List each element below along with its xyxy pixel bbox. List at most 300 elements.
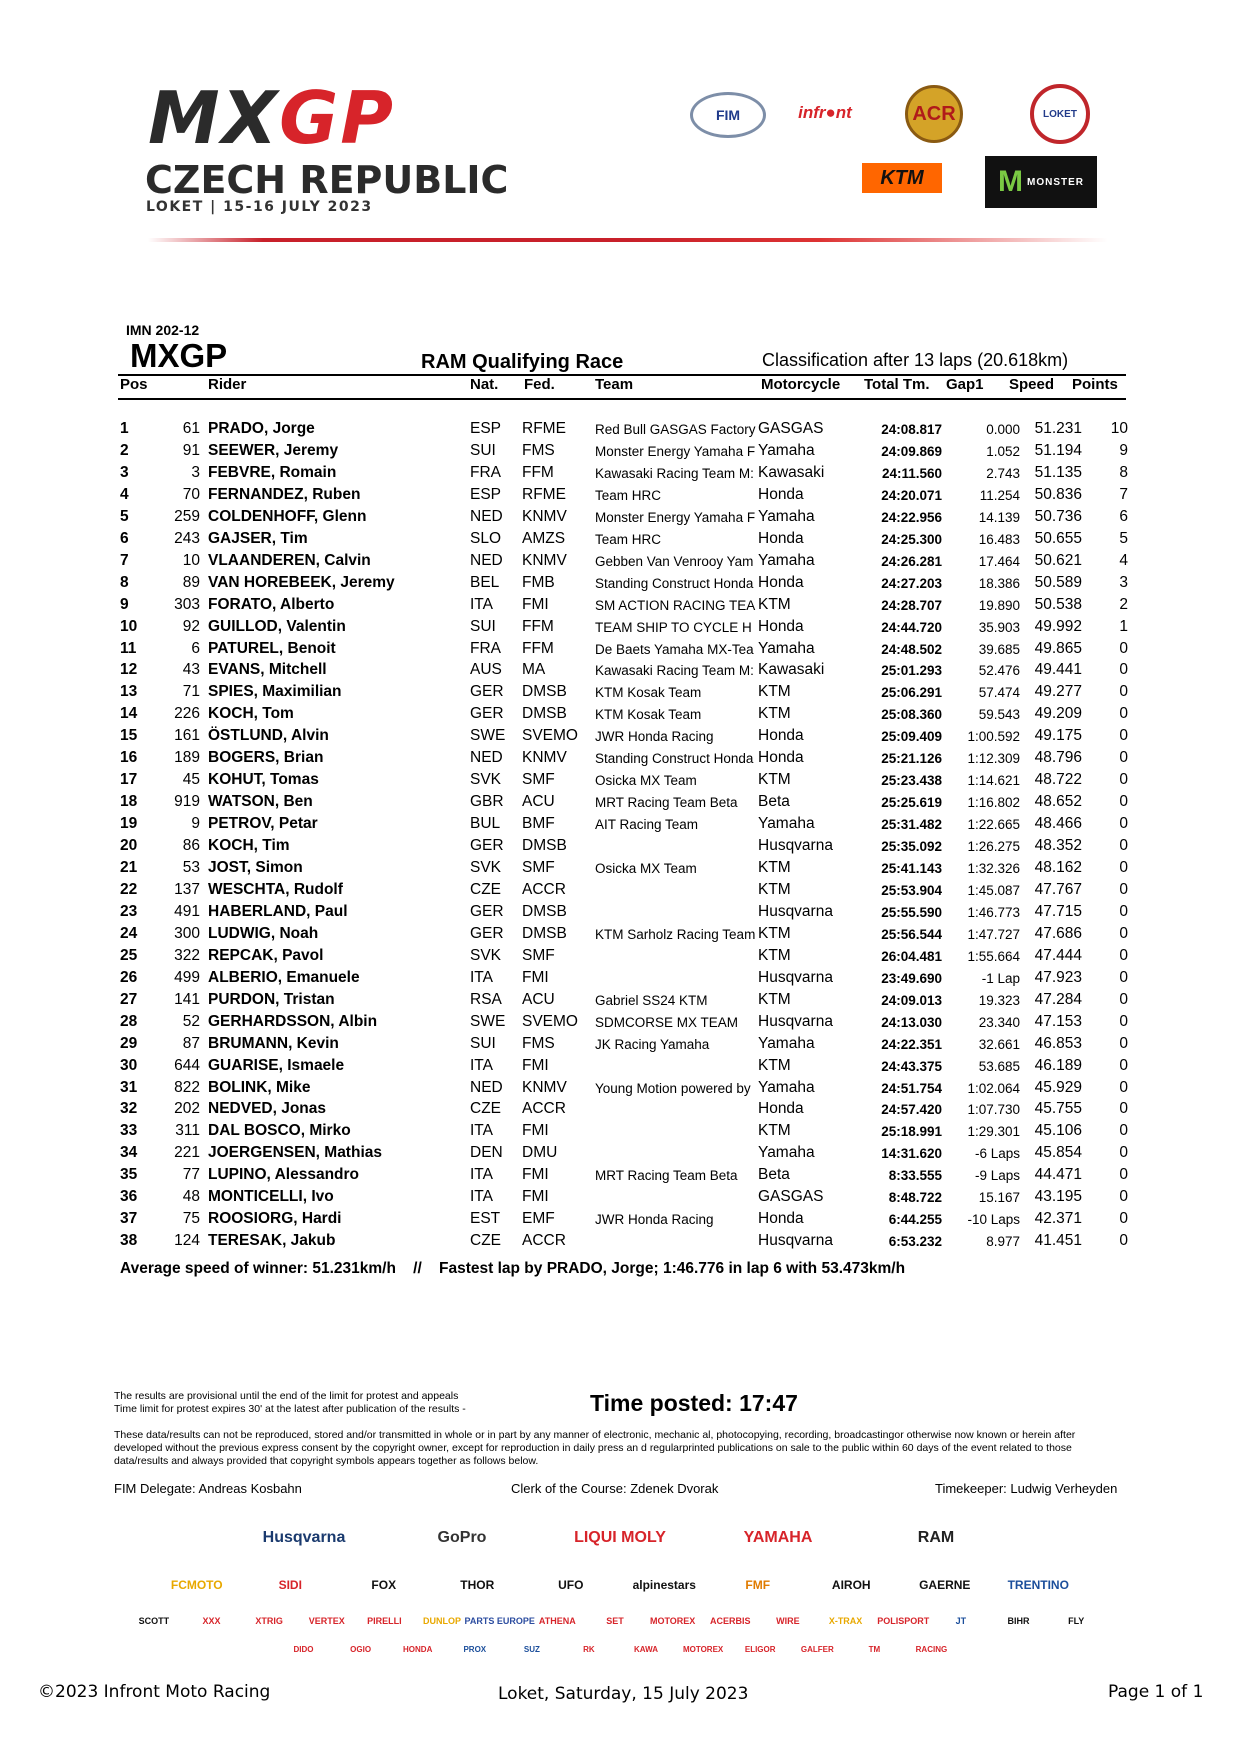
row-motorcycle: GASGAS [758, 1188, 824, 1206]
row-speed: 45.755 [1034, 1100, 1082, 1118]
sponsor-logo-eligor: ELIGOR [744, 1644, 776, 1654]
row-motorcycle: Yamaha [758, 1034, 815, 1052]
row-points: 0 [1119, 683, 1128, 701]
row-motorcycle: Beta [758, 793, 790, 811]
row-total-time: 25:18.991 [881, 1124, 942, 1140]
row-federation: ACCR [522, 1232, 566, 1250]
row-points: 3 [1119, 573, 1128, 591]
row-speed: 41.451 [1034, 1232, 1082, 1250]
row-position: 11 [120, 639, 137, 657]
row-gap: -1 Lap [981, 970, 1020, 986]
row-rider: SEEWER, Jeremy [208, 441, 339, 459]
table-row [118, 859, 1128, 881]
row-nationality: ESP [470, 420, 502, 437]
row-nationality: SVK [470, 946, 502, 964]
sponsor-logo-kawa: KAWA [634, 1644, 659, 1654]
row-federation: KNMV [522, 749, 567, 767]
row-position: 18 [120, 793, 138, 811]
sponsor-logo-athena: ATHENA [538, 1616, 576, 1626]
row-nationality: SUI [470, 617, 496, 635]
provisional-line-2: Time limit for protest expires 30' at the latest after publication of the results - [114, 1403, 466, 1415]
row-federation: MA [522, 661, 546, 679]
row-gap: 1:46.773 [967, 904, 1020, 920]
row-position: 7 [120, 551, 129, 569]
row-points: 0 [1119, 902, 1128, 920]
row-number: 10 [182, 551, 200, 569]
row-gap: 19.890 [978, 597, 1020, 613]
row-rider: EVANS, Mitchell [208, 661, 327, 679]
table-row [118, 1079, 1128, 1101]
row-total-time: 24:51.754 [881, 1080, 942, 1096]
row-speed: 51.231 [1034, 420, 1082, 437]
row-rider: FEBVRE, Romain [208, 463, 337, 481]
row-speed: 47.153 [1034, 1012, 1082, 1030]
row-number: 226 [174, 705, 200, 723]
sponsor-logo-prox: PROX [463, 1644, 487, 1654]
row-speed: 49.277 [1034, 683, 1082, 701]
row-position: 4 [120, 485, 129, 503]
row-total-time: 24:11.560 [881, 465, 942, 481]
row-total-time: 6:53.232 [888, 1234, 942, 1250]
row-number: 92 [182, 617, 200, 635]
row-motorcycle: Yamaha [758, 507, 815, 525]
row-motorcycle: Honda [758, 727, 804, 745]
row-team: Gabriel SS24 KTM [595, 992, 708, 1008]
row-speed: 51.135 [1034, 463, 1082, 481]
row-team: Monster Energy Yamaha F [595, 443, 756, 459]
row-rider: PETROV, Petar [208, 815, 318, 833]
row-federation: DMSB [522, 705, 567, 723]
sponsor-logo-yamaha: YAMAHA [743, 1529, 813, 1546]
row-federation: FMI [522, 595, 549, 613]
row-speed: 48.466 [1034, 815, 1082, 833]
row-position: 20 [120, 837, 138, 855]
row-points: 0 [1119, 924, 1128, 942]
row-nationality: GER [470, 924, 504, 942]
row-team: Young Motion powered by [595, 1080, 751, 1096]
sponsor-logo-x-trax: X-TRAX [828, 1616, 863, 1626]
row-position: 27 [120, 990, 138, 1008]
row-gap: 1:00.592 [967, 729, 1020, 745]
row-team: AIT Racing Team [595, 817, 699, 833]
row-position: 9 [120, 595, 129, 613]
row-federation: ACCR [522, 1100, 566, 1118]
row-nationality: FRA [470, 639, 501, 657]
row-motorcycle: Honda [758, 485, 804, 503]
row-federation: SVEMO [522, 1012, 578, 1030]
row-speed: 48.162 [1034, 859, 1082, 876]
row-rider: LUPINO, Alessandro [208, 1166, 360, 1184]
row-team: Gebben Van Venrooy Yam [595, 553, 754, 569]
row-points: 0 [1119, 968, 1128, 986]
row-rider: KOHUT, Tomas [208, 771, 319, 789]
row-position: 21 [120, 859, 138, 876]
row-position: 38 [120, 1232, 138, 1250]
col-header-pos: Pos [120, 376, 148, 393]
row-federation: KNMV [522, 1078, 567, 1096]
row-number: 71 [182, 683, 200, 701]
row-gap: 11.254 [979, 487, 1020, 503]
sponsor-logo-thor: THOR [460, 1578, 495, 1592]
row-rider: BOGERS, Brian [208, 749, 324, 767]
table-row [118, 1188, 1128, 1210]
row-nationality: SUI [470, 441, 496, 459]
row-number: 45 [182, 771, 200, 789]
row-rider: FORATO, Alberto [208, 595, 335, 613]
row-points: 0 [1119, 880, 1128, 898]
row-motorcycle: Beta [758, 1166, 790, 1184]
row-federation: KNMV [522, 507, 567, 525]
row-federation: FMS [522, 441, 555, 459]
row-team: Monster Energy Yamaha F [595, 509, 756, 525]
sponsor-logo-wire: WIRE [776, 1616, 800, 1626]
row-points: 0 [1119, 727, 1128, 745]
row-federation: DMSB [522, 902, 567, 920]
table-row [118, 552, 1128, 574]
row-position: 28 [120, 1012, 138, 1030]
row-points: 0 [1119, 859, 1128, 876]
row-motorcycle: Honda [758, 573, 804, 591]
row-rider: TERESAK, Jakub [208, 1232, 336, 1250]
row-number: 91 [182, 441, 200, 459]
sponsor-logo-alpinestars: alpinestars [632, 1578, 696, 1592]
sponsor-logo-dunlop: DUNLOP [423, 1616, 462, 1626]
row-rider: GUARISE, Ismaele [208, 1056, 345, 1074]
sponsor-logo-jt: JT [955, 1616, 967, 1626]
row-federation: ACU [522, 793, 555, 811]
table-row [118, 1232, 1128, 1254]
row-speed: 46.853 [1034, 1034, 1082, 1052]
row-gap: 2.743 [986, 465, 1020, 481]
footer-copyright: ©2023 Infront Moto Racing [38, 1682, 271, 1702]
row-speed: 47.686 [1034, 924, 1082, 942]
row-rider: BOLINK, Mike [208, 1078, 311, 1096]
row-points: 0 [1119, 1210, 1128, 1228]
row-motorcycle: Yamaha [758, 441, 815, 459]
row-position: 19 [120, 815, 138, 833]
row-gap: 1:16.802 [967, 795, 1020, 811]
row-total-time: 25:08.360 [881, 707, 942, 723]
row-nationality: SUI [470, 1034, 496, 1052]
row-rider: NEDVED, Jonas [208, 1100, 327, 1118]
sponsor-logo-fox: FOX [371, 1578, 397, 1592]
row-nationality: EST [470, 1210, 501, 1228]
table-row [118, 1166, 1128, 1188]
row-gap: 1:45.087 [967, 882, 1020, 898]
sponsor-logo-vertex: VERTEX [308, 1616, 345, 1626]
row-motorcycle: KTM [758, 880, 791, 898]
row-federation: FMI [522, 1166, 549, 1184]
row-team: Standing Construct Honda [595, 575, 754, 591]
row-points: 0 [1119, 1232, 1128, 1250]
row-rider: MONTICELLI, Ivo [208, 1188, 334, 1206]
row-number: 499 [174, 968, 200, 986]
row-gap: 1:47.727 [967, 926, 1020, 942]
row-speed: 48.352 [1034, 837, 1082, 855]
timekeeper: Timekeeper: Ludwig Verheyden [935, 1481, 1118, 1496]
row-points: 10 [1110, 420, 1128, 437]
row-gap: 8.977 [986, 1234, 1020, 1250]
row-points: 2 [1119, 595, 1128, 613]
row-rider: GAJSER, Tim [208, 529, 308, 547]
row-total-time: 24:28.707 [881, 597, 942, 613]
row-federation: FMI [522, 1122, 549, 1140]
row-team: MRT Racing Team Beta [595, 1168, 738, 1184]
row-nationality: ITA [470, 1166, 493, 1184]
row-federation: SMF [522, 859, 555, 876]
row-speed: 47.767 [1034, 880, 1082, 898]
row-nationality: BEL [470, 573, 500, 591]
row-rider: VLAANDEREN, Calvin [208, 551, 371, 569]
header-divider [148, 238, 1108, 242]
row-rider: FERNANDEZ, Ruben [208, 485, 361, 503]
sponsor-logo-liqui-moly: LIQUI MOLY [574, 1529, 666, 1546]
row-total-time: 24:22.956 [881, 509, 942, 525]
row-federation: SMF [522, 771, 555, 789]
row-team: KTM Sarholz Racing Team [595, 926, 756, 942]
row-team: SDMCORSE MX TEAM [595, 1014, 739, 1030]
row-number: 89 [182, 573, 200, 591]
row-motorcycle: KTM [758, 771, 791, 789]
row-total-time: 25:55.590 [881, 904, 942, 920]
row-federation: KNMV [522, 551, 567, 569]
row-motorcycle: KTM [758, 859, 791, 876]
mxgp-logo: MXGP [148, 76, 396, 160]
row-team: Standing Construct Honda [595, 751, 754, 767]
row-nationality: GER [470, 705, 504, 723]
row-federation: FMS [522, 1034, 555, 1052]
row-number: 87 [182, 1034, 200, 1052]
row-rider: VAN HOREBEEK, Jeremy [208, 573, 395, 591]
row-total-time: 26:04.481 [881, 948, 942, 964]
row-position: 2 [120, 441, 129, 459]
row-position: 24 [120, 924, 138, 942]
row-motorcycle: Honda [758, 529, 804, 547]
row-speed: 51.194 [1034, 441, 1082, 459]
sponsor-logo-suz: SUZ [523, 1644, 540, 1654]
row-team: Kawasaki Racing Team M: [595, 465, 754, 481]
row-federation: FFM [522, 463, 554, 481]
row-position: 13 [120, 683, 138, 701]
row-nationality: SWE [470, 727, 506, 745]
row-total-time: 25:35.092 [881, 839, 942, 855]
monster-energy-logo: M MONSTER [985, 156, 1097, 208]
row-motorcycle: GASGAS [758, 420, 824, 437]
row-number: 141 [174, 990, 200, 1008]
row-motorcycle: Kawasaki [758, 463, 825, 481]
row-position: 25 [120, 946, 138, 964]
row-gap: 1:29.301 [967, 1124, 1020, 1140]
sponsor-logo-set: SET [606, 1616, 624, 1626]
row-rider: JOERGENSEN, Mathias [208, 1144, 382, 1162]
row-team: Team HRC [595, 487, 662, 503]
row-motorcycle: KTM [758, 595, 791, 613]
row-number: 189 [174, 749, 200, 767]
row-gap: 18.386 [978, 575, 1020, 591]
row-gap: 1:14.621 [967, 773, 1020, 789]
row-total-time: 25:56.544 [881, 926, 942, 942]
clerk-of-course: Clerk of the Course: Zdenek Dvorak [511, 1481, 719, 1496]
row-federation: BMF [522, 815, 555, 833]
row-motorcycle: Husqvarna [758, 968, 833, 986]
row-gap: -6 Laps [974, 1146, 1020, 1162]
row-total-time: 24:57.420 [881, 1102, 942, 1118]
row-position: 33 [120, 1122, 138, 1140]
row-number: 303 [174, 595, 200, 613]
row-number: 3 [191, 463, 200, 481]
row-rider: GERHARDSSON, Albin [208, 1012, 378, 1030]
row-gap: 1:26.275 [967, 839, 1020, 855]
row-total-time: 24:48.502 [881, 641, 942, 657]
row-federation: RFME [522, 485, 566, 503]
row-gap: 57.474 [978, 685, 1020, 701]
table-row [118, 530, 1128, 552]
row-speed: 49.992 [1034, 617, 1082, 635]
row-total-time: 25:23.438 [881, 773, 942, 789]
table-row [118, 508, 1128, 530]
row-gap: 59.543 [978, 707, 1020, 723]
table-row [118, 815, 1128, 837]
row-points: 0 [1119, 1144, 1128, 1162]
fim-delegate: FIM Delegate: Andreas Kosbahn [114, 1481, 302, 1496]
row-total-time: 24:44.720 [881, 619, 942, 635]
row-motorcycle: Yamaha [758, 639, 815, 657]
row-total-time: 25:25.619 [881, 795, 942, 811]
infront-logo: infr●nt [798, 103, 852, 122]
row-total-time: 6:44.255 [888, 1212, 942, 1228]
row-position: 34 [120, 1144, 138, 1162]
row-nationality: AUS [470, 661, 502, 679]
row-speed: 50.621 [1034, 551, 1082, 569]
row-gap: 39.685 [978, 641, 1020, 657]
row-rider: LUDWIG, Noah [208, 924, 319, 942]
row-speed: 47.923 [1034, 968, 1082, 986]
sponsor-logo-pirelli: PIRELLI [367, 1616, 402, 1626]
row-motorcycle: Yamaha [758, 551, 815, 569]
row-number: 52 [182, 1012, 200, 1030]
row-position: 35 [120, 1166, 138, 1184]
row-motorcycle: KTM [758, 990, 791, 1008]
table-row [118, 1057, 1128, 1079]
row-points: 4 [1119, 551, 1128, 569]
row-team: JWR Honda Racing [595, 1212, 714, 1228]
page-number: Page 1 of 1 [1108, 1682, 1204, 1702]
row-team: JWR Honda Racing [595, 729, 714, 745]
row-points: 0 [1119, 661, 1128, 679]
sponsor-logo-ram: RAM [917, 1529, 955, 1546]
table-row [118, 991, 1128, 1013]
row-rider: COLDENHOFF, Glenn [208, 507, 367, 525]
row-total-time: 24:13.030 [881, 1014, 942, 1030]
row-position: 3 [120, 463, 129, 481]
row-total-time: 24:08.817 [881, 422, 942, 437]
time-posted: Time posted: 17:47 [590, 1390, 798, 1416]
row-total-time: 25:09.409 [881, 729, 942, 745]
table-row [118, 1013, 1128, 1035]
row-speed: 45.106 [1034, 1122, 1082, 1140]
row-position: 17 [120, 771, 138, 789]
sponsor-logo-fmf: FMF [745, 1578, 771, 1592]
table-row [118, 947, 1128, 969]
row-team: Osicka MX Team [595, 861, 697, 876]
row-position: 6 [120, 529, 129, 547]
row-nationality: ITA [470, 1056, 493, 1074]
row-number: 644 [174, 1056, 200, 1074]
row-speed: 50.538 [1034, 595, 1082, 613]
row-federation: DMSB [522, 924, 567, 942]
row-team: Team HRC [595, 531, 662, 547]
row-gap: 32.661 [978, 1036, 1020, 1052]
sponsor-logo-galfer: GALFER [800, 1644, 834, 1654]
col-header-total-time: Total Tm. [864, 376, 930, 393]
row-position: 8 [120, 573, 129, 591]
row-points: 0 [1119, 639, 1128, 657]
row-number: 919 [174, 793, 200, 811]
sponsor-logo-ogio: OGIO [350, 1644, 372, 1654]
acr-logo: ACR [905, 85, 963, 143]
table-row [118, 705, 1128, 727]
row-rider: KOCH, Tim [208, 837, 290, 855]
table-row [118, 727, 1128, 749]
row-speed: 43.195 [1034, 1188, 1082, 1206]
row-speed: 46.189 [1034, 1056, 1082, 1074]
row-rider: JOST, Simon [208, 859, 303, 876]
event-venue-date: LOKET | 15-16 JULY 2023 [146, 199, 373, 215]
classification-info: Classification after 13 laps (20.618km) [762, 350, 1069, 370]
row-number: 124 [174, 1232, 200, 1250]
table-row [118, 969, 1128, 991]
table-row [118, 486, 1128, 508]
sponsor-logo-dido: DIDO [293, 1644, 314, 1654]
row-total-time: 24:20.071 [881, 487, 942, 503]
row-team: KTM Kosak Team [595, 707, 702, 723]
row-number: 822 [174, 1078, 200, 1096]
row-rider: GUILLOD, Valentin [208, 617, 346, 635]
row-rider: DAL BOSCO, Mirko [208, 1122, 351, 1140]
row-rider: WESCHTA, Rudolf [208, 880, 343, 898]
row-position: 31 [120, 1078, 138, 1096]
row-rider: REPCAK, Pavol [208, 946, 324, 964]
row-nationality: CZE [470, 880, 501, 898]
table-row [118, 881, 1128, 903]
table-row [118, 1100, 1128, 1122]
sponsor-logo-gopro: GoPro [437, 1529, 487, 1546]
row-rider: ALBERIO, Emanuele [208, 968, 360, 986]
row-number: 137 [174, 880, 200, 898]
row-nationality: NED [470, 551, 503, 569]
row-speed: 50.589 [1034, 573, 1082, 591]
row-points: 0 [1119, 705, 1128, 723]
row-points: 0 [1119, 946, 1128, 964]
row-team: De Baets Yamaha MX-Tea [595, 641, 754, 657]
row-position: 15 [120, 727, 138, 745]
row-rider: HABERLAND, Paul [208, 902, 348, 920]
row-number: 43 [182, 661, 200, 679]
sponsor-logo-parts-europe: PARTS EUROPE [464, 1616, 535, 1626]
row-nationality: CZE [470, 1100, 501, 1118]
table-row [118, 837, 1128, 859]
row-number: 53 [182, 859, 200, 876]
row-number: 202 [174, 1100, 200, 1118]
row-federation: FMI [522, 968, 549, 986]
row-federation: ACCR [522, 880, 566, 898]
row-nationality: DEN [470, 1144, 503, 1162]
row-nationality: GER [470, 902, 504, 920]
row-number: 243 [174, 529, 200, 547]
row-federation: FMB [522, 573, 555, 591]
row-gap: 15.167 [978, 1190, 1020, 1206]
row-speed: 44.471 [1034, 1166, 1082, 1184]
